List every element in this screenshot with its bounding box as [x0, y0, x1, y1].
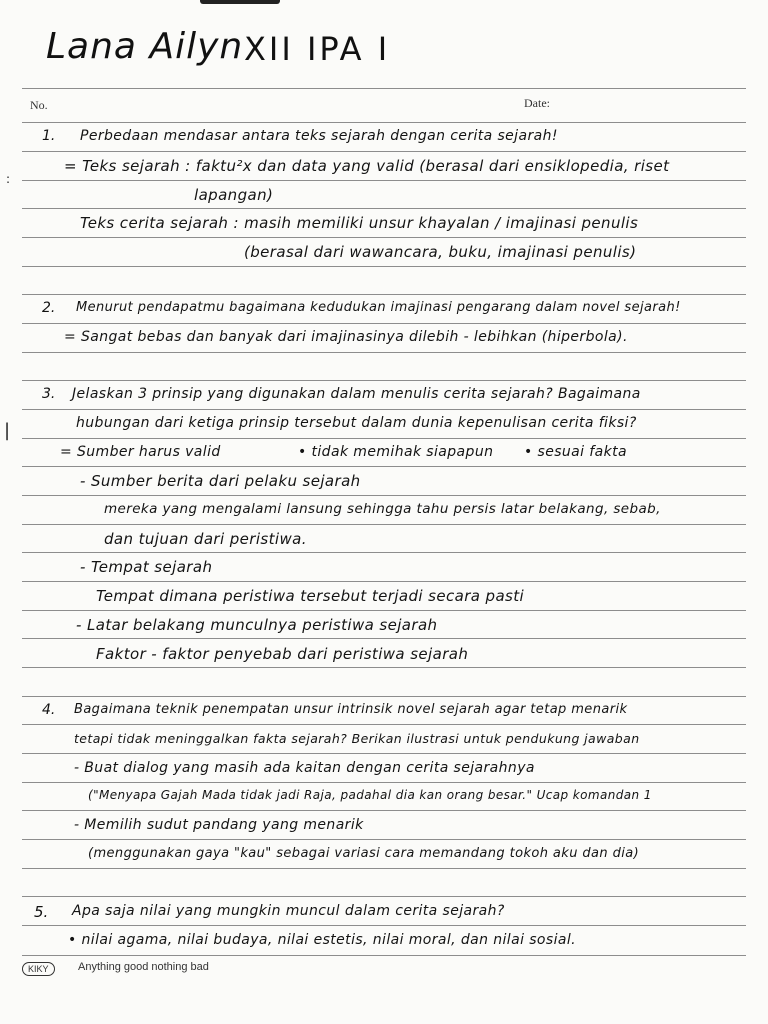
ruled-line — [22, 724, 746, 725]
binder-clip — [200, 0, 280, 4]
answer-3-line-7: - Latar belakang munculnya peristiwa sejarah — [76, 616, 438, 634]
answer-3-line-6: Tempat dimana peristiwa tersebut terjadi secara pasti — [96, 587, 525, 605]
answer-1-line-2: lapangan) — [194, 186, 274, 204]
answer-3-line-4: dan tujuan dari peristiwa. — [104, 530, 307, 548]
student-class: XII IPA I — [244, 30, 391, 68]
ruled-line — [22, 122, 746, 123]
answer-3-line-1c: • sesuai fakta — [524, 444, 627, 460]
question-number: 2. — [42, 300, 56, 316]
answer-1-line-3: Teks cerita sejarah : masih memiliki unsur khayalan / imajinasi penulis — [80, 214, 639, 232]
answer-4-line-3: - Memilih sudut pandang yang menarik — [74, 817, 364, 833]
answer-3-line-3: mereka yang mengalami lansung sehingga tahu persis latar belakang, sebab, — [104, 501, 661, 517]
question-number: 3. — [42, 386, 56, 402]
ruled-line — [22, 294, 746, 295]
ruled-line — [22, 266, 746, 267]
question-3-text-1: Jelaskan 3 prinsip yang digunakan dalam menulis cerita sejarah? Bagaimana — [72, 386, 641, 402]
question-3-text-2: hubungan dari ketiga prinsip tersebut dalam dunia kepenulisan cerita fiksi? — [76, 415, 637, 431]
answer-2-line-1: = Sangat bebas dan banyak dari imajinasinya dilebih - lebihkan (hiperbola). — [64, 329, 628, 345]
ruled-line — [22, 352, 746, 353]
answer-1-line-4: (berasal dari wawancara, buku, imajinasi penulis) — [244, 243, 637, 261]
answer-4-line-2: ("Menyapa Gajah Mada tidak jadi Raja, padahal dia kan orang besar." Ucap komandan 1 — [88, 788, 652, 802]
question-number: 4. — [42, 702, 56, 718]
answer-4-line-1: - Buat dialog yang masih ada kaitan dengan cerita sejarahnya — [74, 760, 535, 776]
question-number: 1. — [42, 128, 56, 144]
ruled-line — [22, 782, 746, 783]
ruled-line — [22, 810, 746, 811]
date-label: Date: — [524, 96, 550, 110]
answer-5-line-1: • nilai agama, nilai budaya, nilai estetis, nilai moral, dan nilai sosial. — [68, 932, 576, 948]
ruled-line — [22, 552, 746, 553]
answer-3-line-1: = Sumber harus valid — [60, 444, 221, 460]
ruled-line — [22, 868, 746, 869]
ruled-line — [22, 610, 746, 611]
brand-tagline: Anything good nothing bad — [78, 961, 209, 973]
ruled-line — [22, 581, 746, 582]
ruled-line — [22, 638, 746, 639]
ruled-line — [22, 466, 746, 467]
no-label: No. — [30, 98, 48, 112]
answer-3-line-2: - Sumber berita dari pelaku sejarah — [80, 472, 361, 490]
ruled-line — [22, 409, 746, 410]
question-5-text: Apa saja nilai yang mungkin muncul dalam cerita sejarah? — [72, 903, 505, 919]
ruled-line — [22, 438, 746, 439]
ruled-line — [22, 524, 746, 525]
question-4-text-1: Bagaimana teknik penempatan unsur intrinsik novel sejarah agar tetap menarik — [74, 702, 628, 717]
ruled-line — [22, 925, 746, 926]
question-4-text-2: tetapi tidak meninggalkan fakta sejarah? Berikan ilustrasi untuk pendukung jawaban — [74, 731, 640, 746]
ruled-line — [22, 955, 746, 956]
student-name: Lana Ailyn — [46, 26, 244, 67]
answer-1-line-1: = Teks sejarah : faktu²x dan data yang valid (berasal dari ensiklopedia, riset — [64, 157, 670, 175]
question-1-text: Perbedaan mendasar antara teks sejarah dengan cerita sejarah! — [80, 128, 558, 144]
brand-logo: KIKY — [22, 962, 55, 976]
ruled-line — [22, 151, 746, 152]
ruled-line — [22, 696, 746, 697]
ruled-line — [22, 495, 746, 496]
margin-mark: : — [6, 172, 11, 186]
answer-4-line-4: (menggunakan gaya "kau" sebagai variasi cara memandang tokoh aku dan dia) — [88, 846, 640, 861]
ruled-line — [22, 839, 746, 840]
ruled-line — [22, 667, 746, 668]
ruled-line — [22, 896, 746, 897]
ruled-line — [22, 208, 746, 209]
ruled-line — [22, 753, 746, 754]
answer-3-line-8: Faktor - faktor penyebab dari peristiwa sejarah — [96, 645, 469, 663]
question-2-text: Menurut pendapatmu bagaimana kedudukan imajinasi pengarang dalam novel sejarah! — [76, 300, 681, 315]
ruled-line — [22, 323, 746, 324]
margin-mark: | — [4, 420, 11, 441]
ruled-line — [22, 237, 746, 238]
answer-3-line-5: - Tempat sejarah — [80, 558, 213, 576]
ruled-line — [22, 380, 746, 381]
ruled-line — [22, 180, 746, 181]
ruled-line — [22, 88, 746, 89]
answer-3-line-1b: • tidak memihak siapapun — [298, 444, 494, 460]
question-number: 5. — [34, 903, 49, 921]
